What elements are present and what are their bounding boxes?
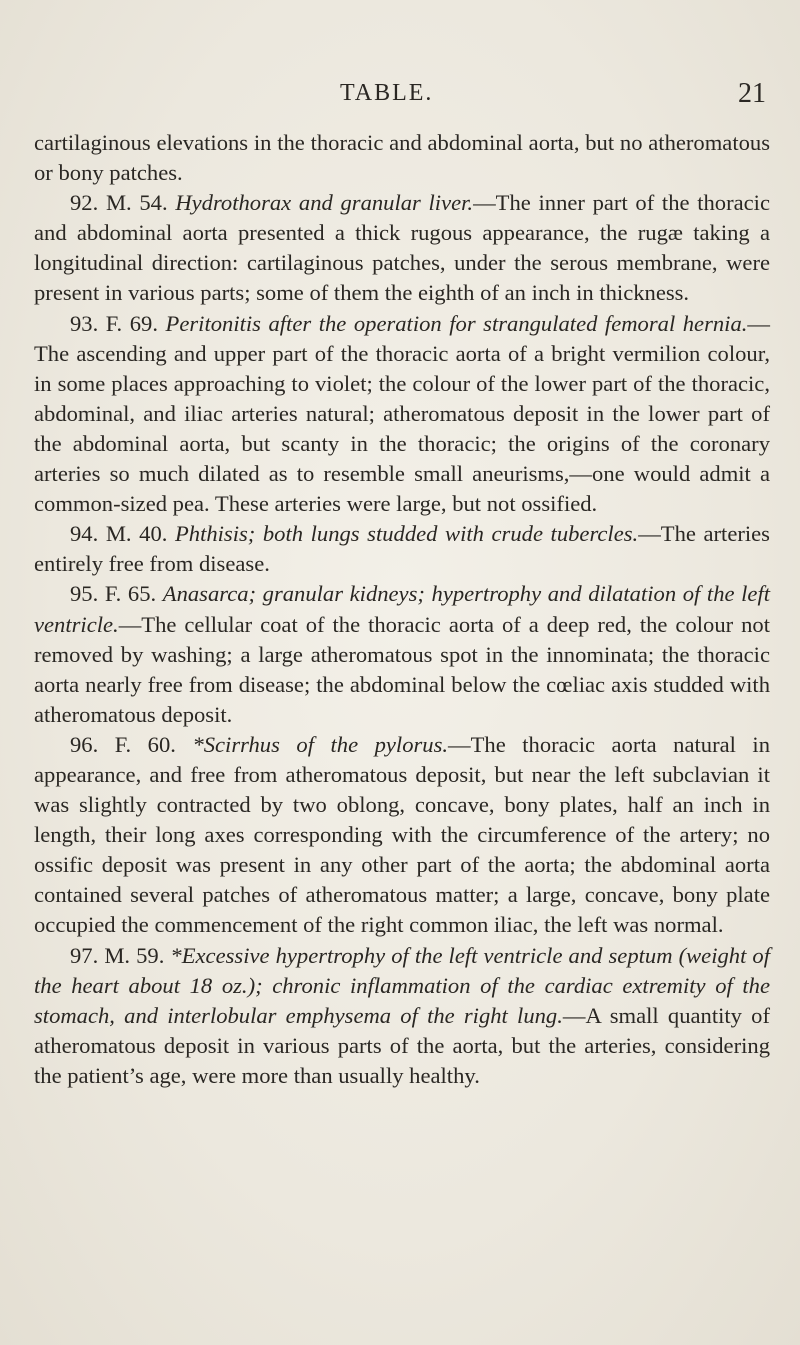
case-findings: —The inner part of the thoracic and abdominal aorta presented a thick rugous appearance, the rugæ taking a longitudinal direction: cartilaginous patches, under the serous membrane, were present in various parts; some of them the eighth of an inch in thickness. xyxy=(34,190,770,306)
case-entry-93 xyxy=(34,309,770,520)
case-number: 92. xyxy=(70,190,99,216)
continuation-paragraph: cartilaginous elevations in the thoracic and abdominal aorta, but no atheromatous or bony patches. xyxy=(34,130,770,186)
case-diagnosis: Peritonitis after the operation for strangulated femoral hernia. xyxy=(165,310,748,336)
running-head xyxy=(0,80,800,114)
case-sex-age: M. 40. xyxy=(105,521,168,547)
case-entry-95 xyxy=(34,579,770,729)
case-findings: —The arteries entirely free from disease. xyxy=(34,521,770,577)
case-findings: —A small quantity of atheromatous deposit in various parts of the aorta, but the arteries, considering the patient’s age, were more than usually healthy. xyxy=(34,1002,770,1088)
case-diagnosis: *Scirrhus of the pylorus. xyxy=(192,731,449,757)
case-entry-97 xyxy=(34,941,770,1091)
case-number: 93. xyxy=(70,310,99,336)
case-entry-96 xyxy=(34,730,770,941)
case-number: 97. xyxy=(70,942,99,968)
case-sex-age: F. 60. xyxy=(114,731,176,757)
page-number: 21 xyxy=(738,78,766,109)
case-findings: —The thoracic aorta natural in appearance, and free from atheromatous deposit, but near the left subclavian it was slightly contracted by two oblong, concave, bony plates, half an inch in length, their long axes corresponding with the circumference of the artery; no ossific deposit was present in any other part of the aorta; the abdominal aorta contained several patches of atheromatous matter; a large, concave, bony plate occupied the commencement of the right common iliac, the left was normal. xyxy=(34,731,770,938)
case-entry-92 xyxy=(34,188,770,308)
case-sex-age: M. 54. xyxy=(105,190,168,216)
case-sex-age: F. 65. xyxy=(104,581,157,607)
case-findings: —The cellular coat of the thoracic aorta of a deep red, the colour not removed by washing; a large atheromatous spot in the innominata; the thoracic aorta nearly free from disease; the abdominal below the cœliac axis studded with atheromatous deposit. xyxy=(34,611,770,727)
case-number: 94. xyxy=(70,521,99,547)
case-findings: —The ascending and upper part of the thoracic aorta of a bright vermilion colour, in some places approaching to violet; the colour of the lower part of the thoracic, abdominal, and iliac arteries natural; atheromatous deposit in the lower part of the abdominal aorta, but scanty in the thoracic; the origins of the coronary arteries so much dilated as to resemble small aneurisms,—one would admit a common-sized pea. These arteries were large, but not ossified. xyxy=(34,310,770,517)
body-text xyxy=(34,128,770,1091)
case-diagnosis: Hydrothorax and granular liver. xyxy=(175,190,474,216)
case-entry-94 xyxy=(34,519,770,579)
case-diagnosis: Phthisis; both lungs studded with crude tubercles. xyxy=(174,521,639,547)
case-sex-age: M. 59. xyxy=(104,942,165,968)
case-diagnosis: *Excessive hypertrophy of the left ventricle and septum (weight of the heart about 18 oz.); chronic inflammation of the cardiac extremity of the stomach, and interlobular emphysema of the right lung. xyxy=(34,942,770,1028)
running-title: TABLE. xyxy=(340,80,434,106)
case-number: 95. xyxy=(70,581,99,607)
case-sex-age: F. 69. xyxy=(105,310,158,336)
case-diagnosis: Anasarca; granular kidneys; hypertrophy and dilatation of the left ventricle. xyxy=(34,581,770,637)
case-number: 96. xyxy=(70,731,99,757)
